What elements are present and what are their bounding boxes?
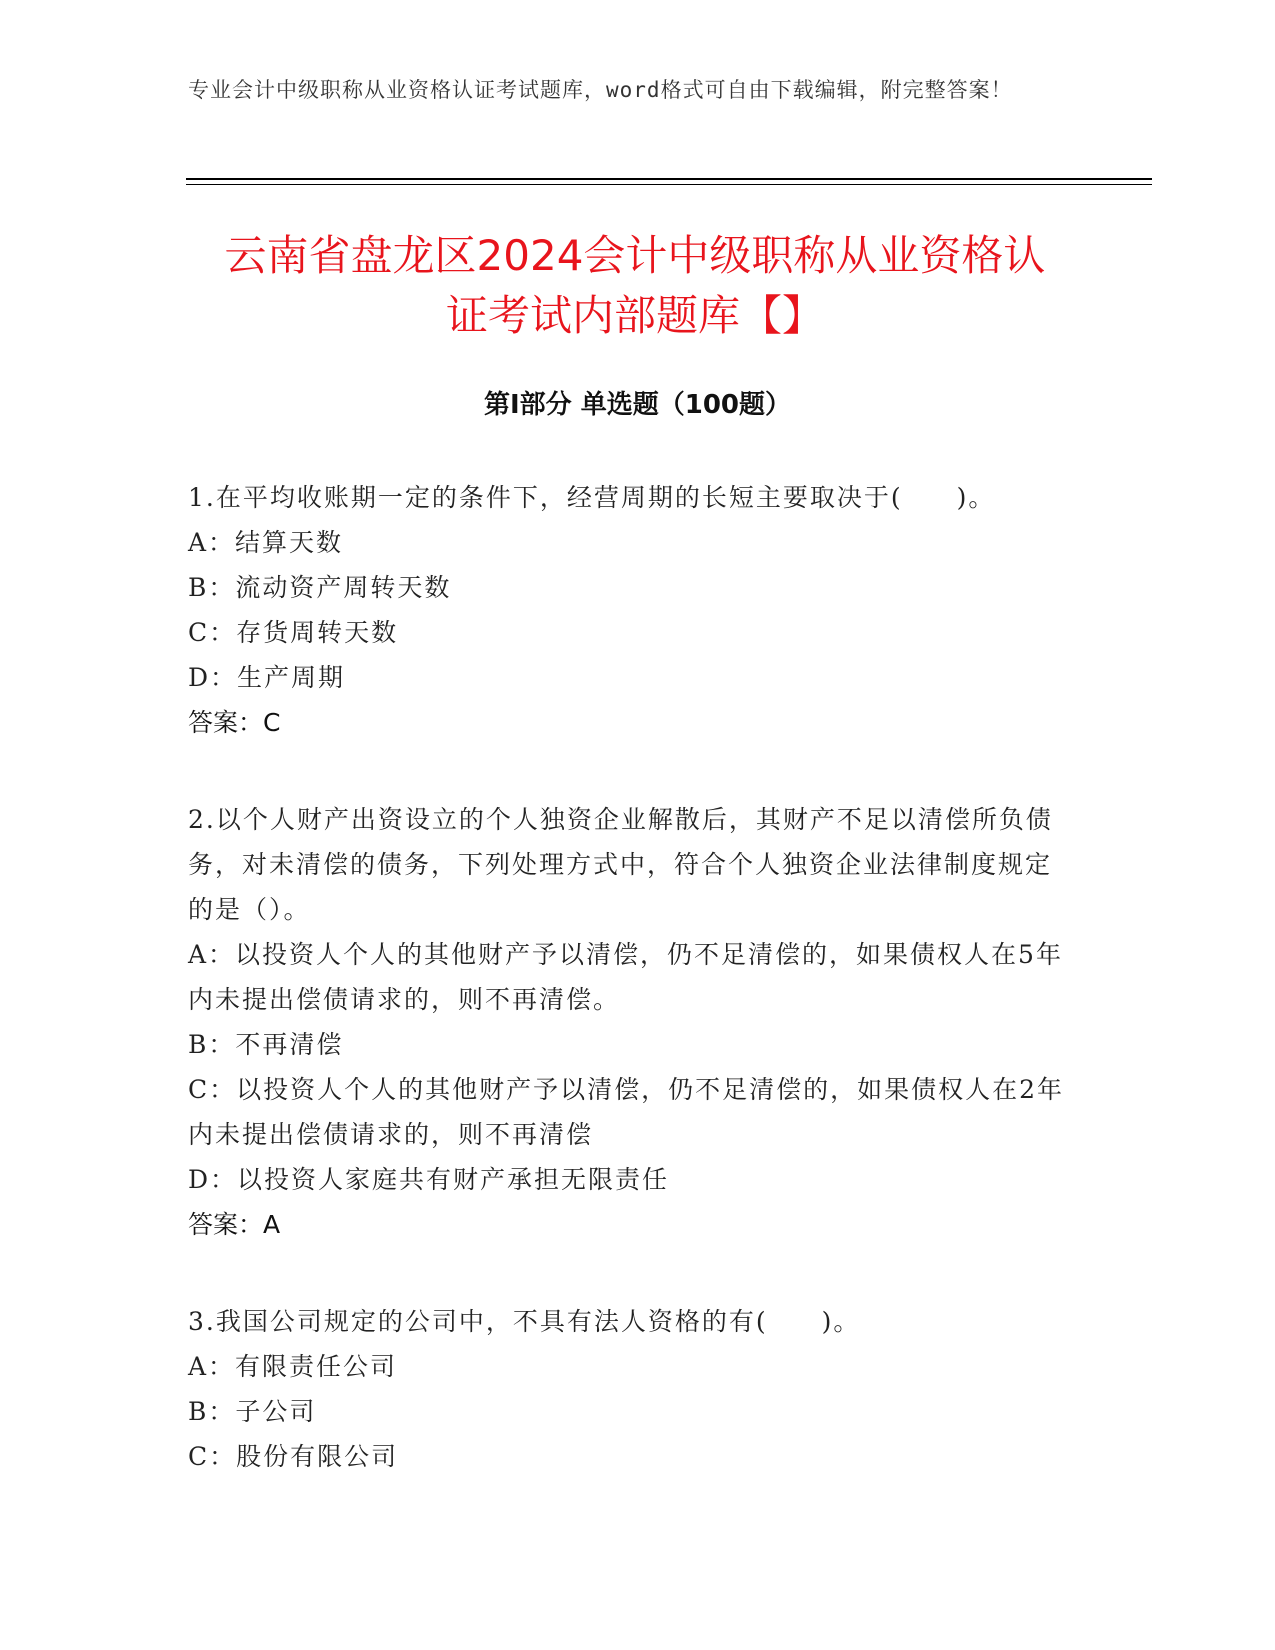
- option-a: A：结算天数: [188, 528, 344, 557]
- option-c: C：存货周转天数: [188, 618, 399, 647]
- document-title: [150, 226, 1120, 346]
- header-note: 专业会计中级职称从业资格认证考试题库，word格式可自由下载编辑，附完整答案！: [188, 78, 1013, 102]
- answer: 答案：C: [188, 708, 281, 737]
- option-b: B：流动资产周转天数: [188, 573, 452, 602]
- question-list: [188, 475, 1078, 1531]
- option-c: C：股份有限公司: [188, 1442, 399, 1471]
- option-d: D：生产周期: [188, 663, 346, 692]
- question-2: [188, 797, 1078, 1247]
- option-d: D：以投资人家庭共有财产承担无限责任: [188, 1165, 670, 1194]
- option-a: A：有限责任公司: [188, 1352, 398, 1381]
- document-title-line-1: 云南省盘龙区2024会计中级职称从业资格认: [224, 231, 1046, 280]
- option-c: C：以投资人个人的其他财产予以清偿，仍不足清偿的，如果债权人在2年内未提出偿债请求的，则不再清偿: [188, 1075, 1065, 1149]
- question-3: [188, 1299, 1078, 1479]
- option-b: B：子公司: [188, 1397, 317, 1426]
- header-rule-thin: [186, 184, 1152, 185]
- question-stem: 3.我国公司规定的公司中，不具有法人资格的有( )。: [188, 1307, 861, 1336]
- document-title-line-2: 证考试内部题库【】: [445, 291, 824, 340]
- section-heading: 第I部分 单选题（100题）: [484, 390, 791, 420]
- question-1: [188, 475, 1078, 745]
- header-rule-thick: [186, 178, 1152, 180]
- option-b: B：不再清偿: [188, 1030, 344, 1059]
- answer: 答案：A: [188, 1210, 281, 1239]
- question-stem: 1.在平均收账期一定的条件下，经营周期的长短主要取决于( )。: [188, 483, 996, 512]
- question-stem: 2.以个人财产出资设立的个人独资企业解散后，其财产不足以清偿所负债务，对未清偿的债务，下列处理方式中，符合个人独资企业法律制度规定的是（）。: [188, 805, 1053, 924]
- option-a: A：以投资人个人的其他财产予以清偿，仍不足清偿的，如果债权人在5年内未提出偿债请求的，则不再清偿。: [188, 940, 1063, 1014]
